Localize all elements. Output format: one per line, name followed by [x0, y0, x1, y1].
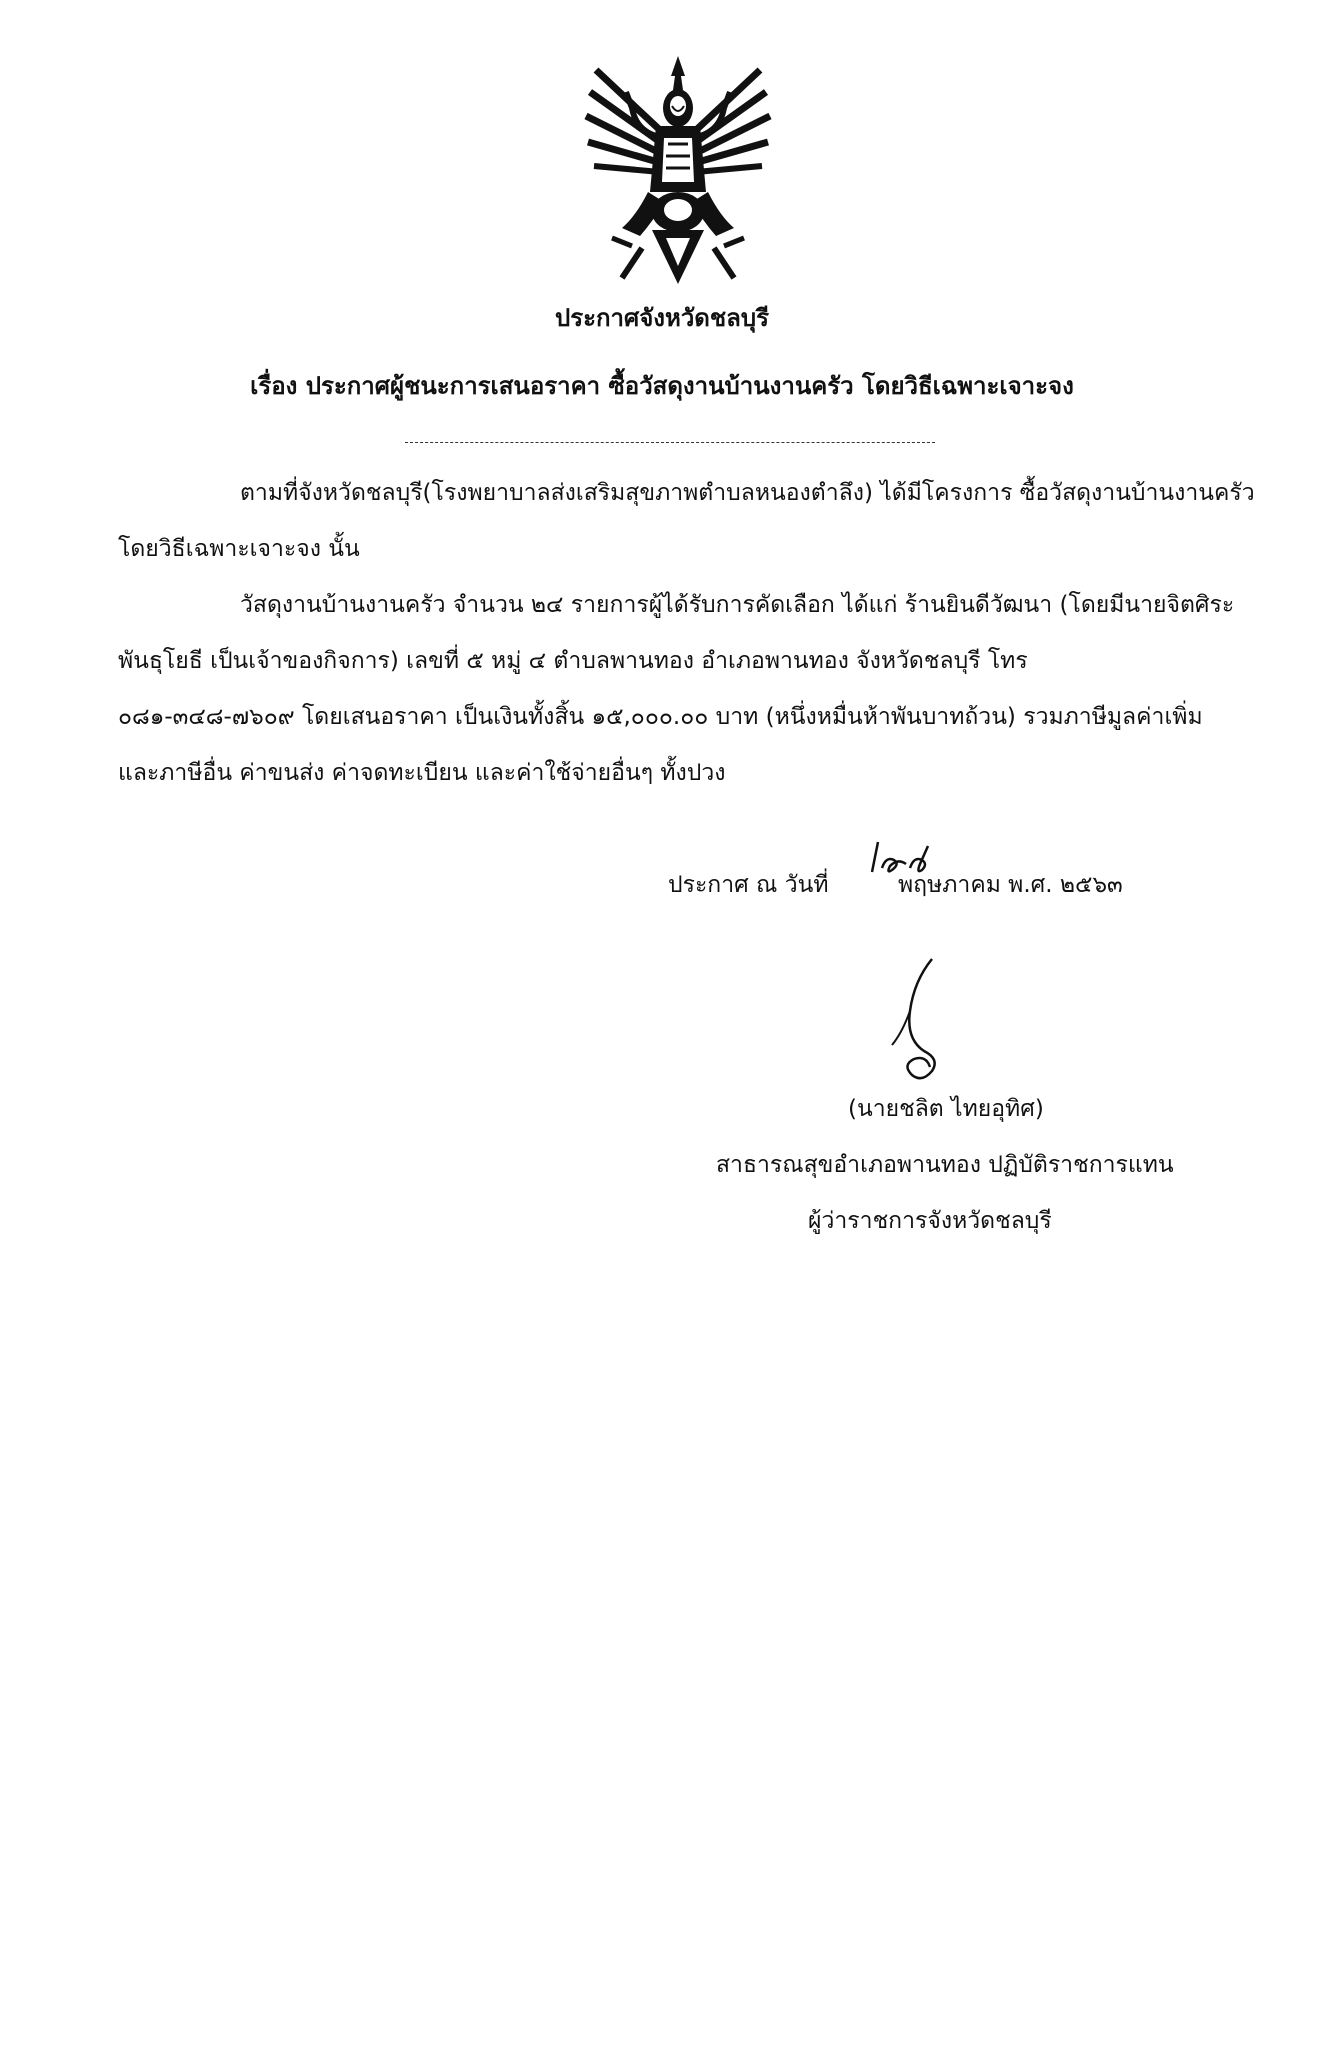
paragraph-2-line-3: ๐๘๑-๓๔๘-๗๖๐๙ โดยเสนอราคา เป็นเงินทั้งสิ้น ๑๕,๐๐๐.๐๐ บาท (หนึ่งหมื่นห้าพันบาทถ้วน) รวมภาษีมูลค่าเพิ่ม [118, 704, 1203, 730]
signer-position-line-2: ผู้ว่าราชการจังหวัดชลบุรี [808, 1208, 1052, 1234]
separator-line [405, 442, 935, 443]
handwritten-day [868, 838, 940, 876]
paragraph-1-line-1: ตามที่จังหวัดชลบุรี(โรงพยาบาลส่งเสริมสุขภาพตำบลหนองตำลึง) ได้มีโครงการ ซื้อวัสดุงานบ้านงานครัว [240, 480, 1255, 506]
announcement-date-prefix: ประกาศ ณ วันที่ [668, 872, 829, 898]
paragraph-2-line-2: พันธุโยธี เป็นเจ้าของกิจการ) เลขที่ ๕ หมู่ ๔ ตำบลพานทอง อำเภอพานทอง จังหวัดชลบุรี โทร [118, 648, 1028, 674]
handwritten-signature [870, 955, 960, 1090]
paragraph-2-line-4: และภาษีอื่น ค่าขนส่ง ค่าจดทะเบียน และค่าใช้จ่ายอื่นๆ ทั้งปวง [118, 760, 726, 786]
announcement-title: ประกาศจังหวัดชลบุรี [554, 304, 770, 332]
garuda-emblem [582, 52, 774, 294]
paragraph-2-line-1: วัสดุงานบ้านงานครัว จำนวน ๒๔ รายการผู้ได้รับการคัดเลือก ได้แก่ ร้านยินดีวัฒนา (โดยมีนายจิตศิระ [240, 592, 1235, 618]
signer-name: (นายชลิต ไทยอุทิศ) [848, 1096, 1044, 1122]
signer-position-line-1: สาธารณสุขอำเภอพานทอง ปฏิบัติราชการแทน [716, 1152, 1174, 1178]
announcement-subject: เรื่อง ประกาศผู้ชนะการเสนอราคา ซื้อวัสดุงานบ้านงานครัว โดยวิธีเฉพาะเจาะจง [250, 372, 1074, 400]
paragraph-1-line-2: โดยวิธีเฉพาะเจาะจง นั้น [118, 536, 360, 562]
announcement-date-month-year: พฤษภาคม พ.ศ. ๒๕๖๓ [898, 872, 1123, 898]
